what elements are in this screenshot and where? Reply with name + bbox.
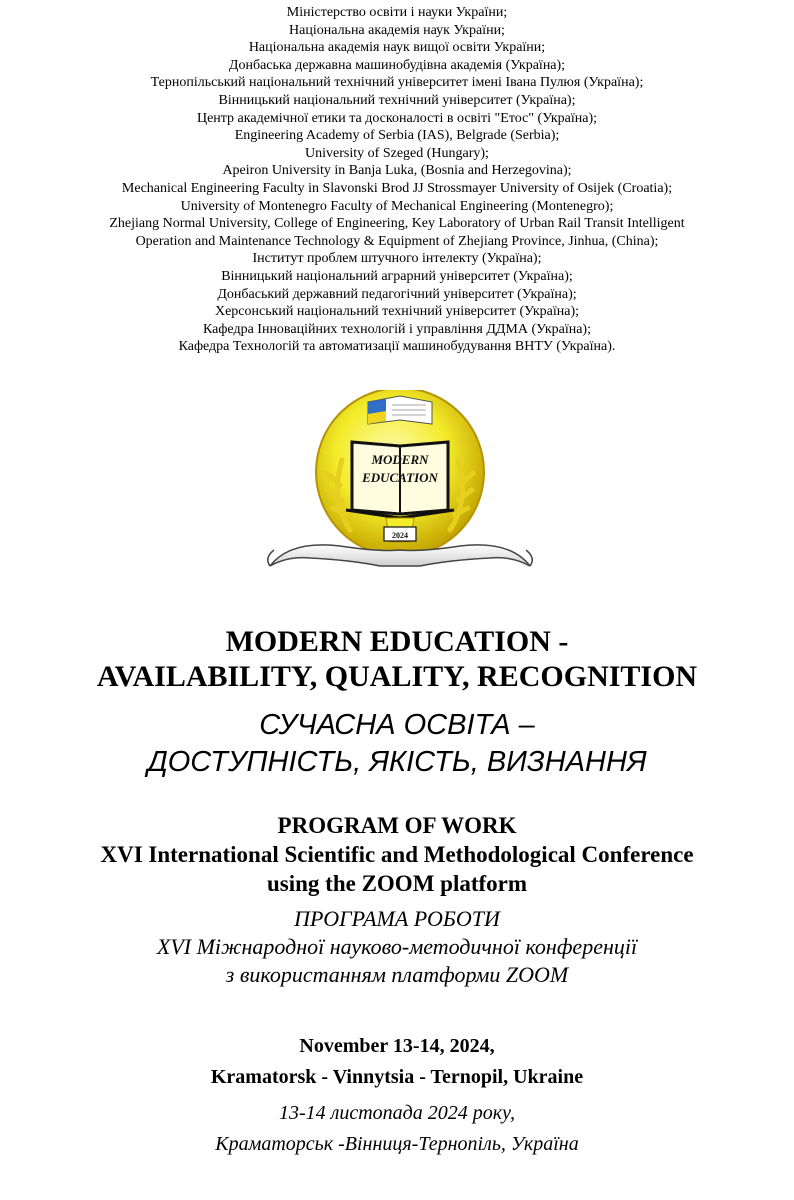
organizer-line: Інститут проблем штучного інтелекту (Україна); — [252, 251, 542, 267]
organizer-line: Operation and Maintenance Technology & Equipment of Zhejiang Province, Jinhua, (China); — [135, 233, 659, 249]
program-en-line3: using the ZOOM platform — [266, 871, 528, 896]
title-ukrainian — [0, 707, 794, 781]
title-en-line1: MODERN EDUCATION - — [225, 625, 569, 658]
organizer-line: Кафедра Технологій та автоматизації машинобудування ВНТУ (Україна). — [178, 339, 616, 355]
organizer-line: Міністерство освіти і науки України; — [286, 5, 508, 20]
program-ukrainian — [0, 905, 794, 989]
organizer-line: Вінницький національний технічний університет (Україна); — [218, 92, 576, 108]
date-location-english — [0, 1031, 794, 1093]
organizer-line: Тернопільський національний технічний університет імені Івана Пулюя (Україна); — [150, 75, 644, 91]
organizers-list — [0, 4, 794, 356]
program-english — [0, 811, 794, 898]
program-en-line2: XVI International Scientific and Methodological Conference — [100, 842, 694, 867]
date-en-line2: Kramatorsk - Vinnytsia - Ternopil, Ukraine — [210, 1066, 584, 1088]
organizer-line: Донбаський державний педагогічний університет (Україна); — [217, 286, 577, 302]
organizer-line: Вінницький національний аграрний університет (Україна); — [221, 268, 573, 284]
title-en-line2: AVAILABILITY, QUALITY, RECOGNITION — [96, 660, 698, 693]
date-ua-line1: 13-14 листопада 2024 року, — [278, 1102, 516, 1124]
organizer-line: Zhejiang Normal University, College of Engineering, Key Laboratory of Urban Rail Transit Intelligent — [109, 216, 685, 232]
program-ua-line1: ПРОГРАМА РОБОТИ — [294, 906, 500, 931]
date-ua-line2: Краматорськ -Вінниця-Тернопіль, Україна — [215, 1133, 579, 1155]
title-ua-line2: ДОСТУПНІСТЬ, ЯКІСТЬ, ВИЗНАННЯ — [147, 746, 647, 778]
book-line2: EDUCATION — [362, 470, 438, 485]
program-ua-line2: XVI Міжнародної науково-методичної конференції — [156, 934, 638, 959]
organizer-line: University of Szeged (Hungary); — [305, 145, 489, 161]
logo-emblem — [250, 390, 550, 585]
program-en-line1: PROGRAM OF WORK — [277, 813, 517, 838]
organizer-line: Кафедра Інноваційних технологій і управління ДДМА (Україна); — [202, 321, 591, 337]
title-ua-line1: СУЧАСНА ОСВІТА – — [259, 709, 535, 741]
organizer-line: Національна академія наук вищої освіти України; — [248, 40, 546, 56]
organizer-line: Херсонський національний технічний університет (Україна); — [214, 304, 579, 320]
title-english — [0, 624, 794, 694]
date-location-ukrainian — [0, 1098, 794, 1160]
year-label: 2024 — [392, 531, 408, 540]
organizer-line: Apeiron University in Banja Luka, (Bosnia and Herzegovina); — [222, 163, 572, 179]
organizer-line: Донбаська державна машинобудівна академія (Україна); — [228, 57, 566, 73]
date-en-line1: November 13-14, 2024, — [299, 1035, 495, 1057]
conference-logo — [250, 390, 550, 585]
organizer-line: Engineering Academy of Serbia (IAS), Belgrade (Serbia); — [234, 128, 560, 144]
organizer-line: University of Montenegro Faculty of Mechanical Engineering (Montenegro); — [180, 198, 614, 214]
organizer-line: Mechanical Engineering Faculty in Slavonski Brod JJ Strossmayer University of Osijek (Croatia); — [121, 180, 673, 196]
organizer-line: Центр академічної етики та досконалості в освіті "Етос" (Україна); — [196, 110, 598, 126]
book-line1: MODERN — [371, 452, 429, 467]
program-ua-line3: з використанням платформи ZOOM — [225, 962, 569, 987]
organizer-line: Національна академія наук України; — [289, 22, 505, 38]
